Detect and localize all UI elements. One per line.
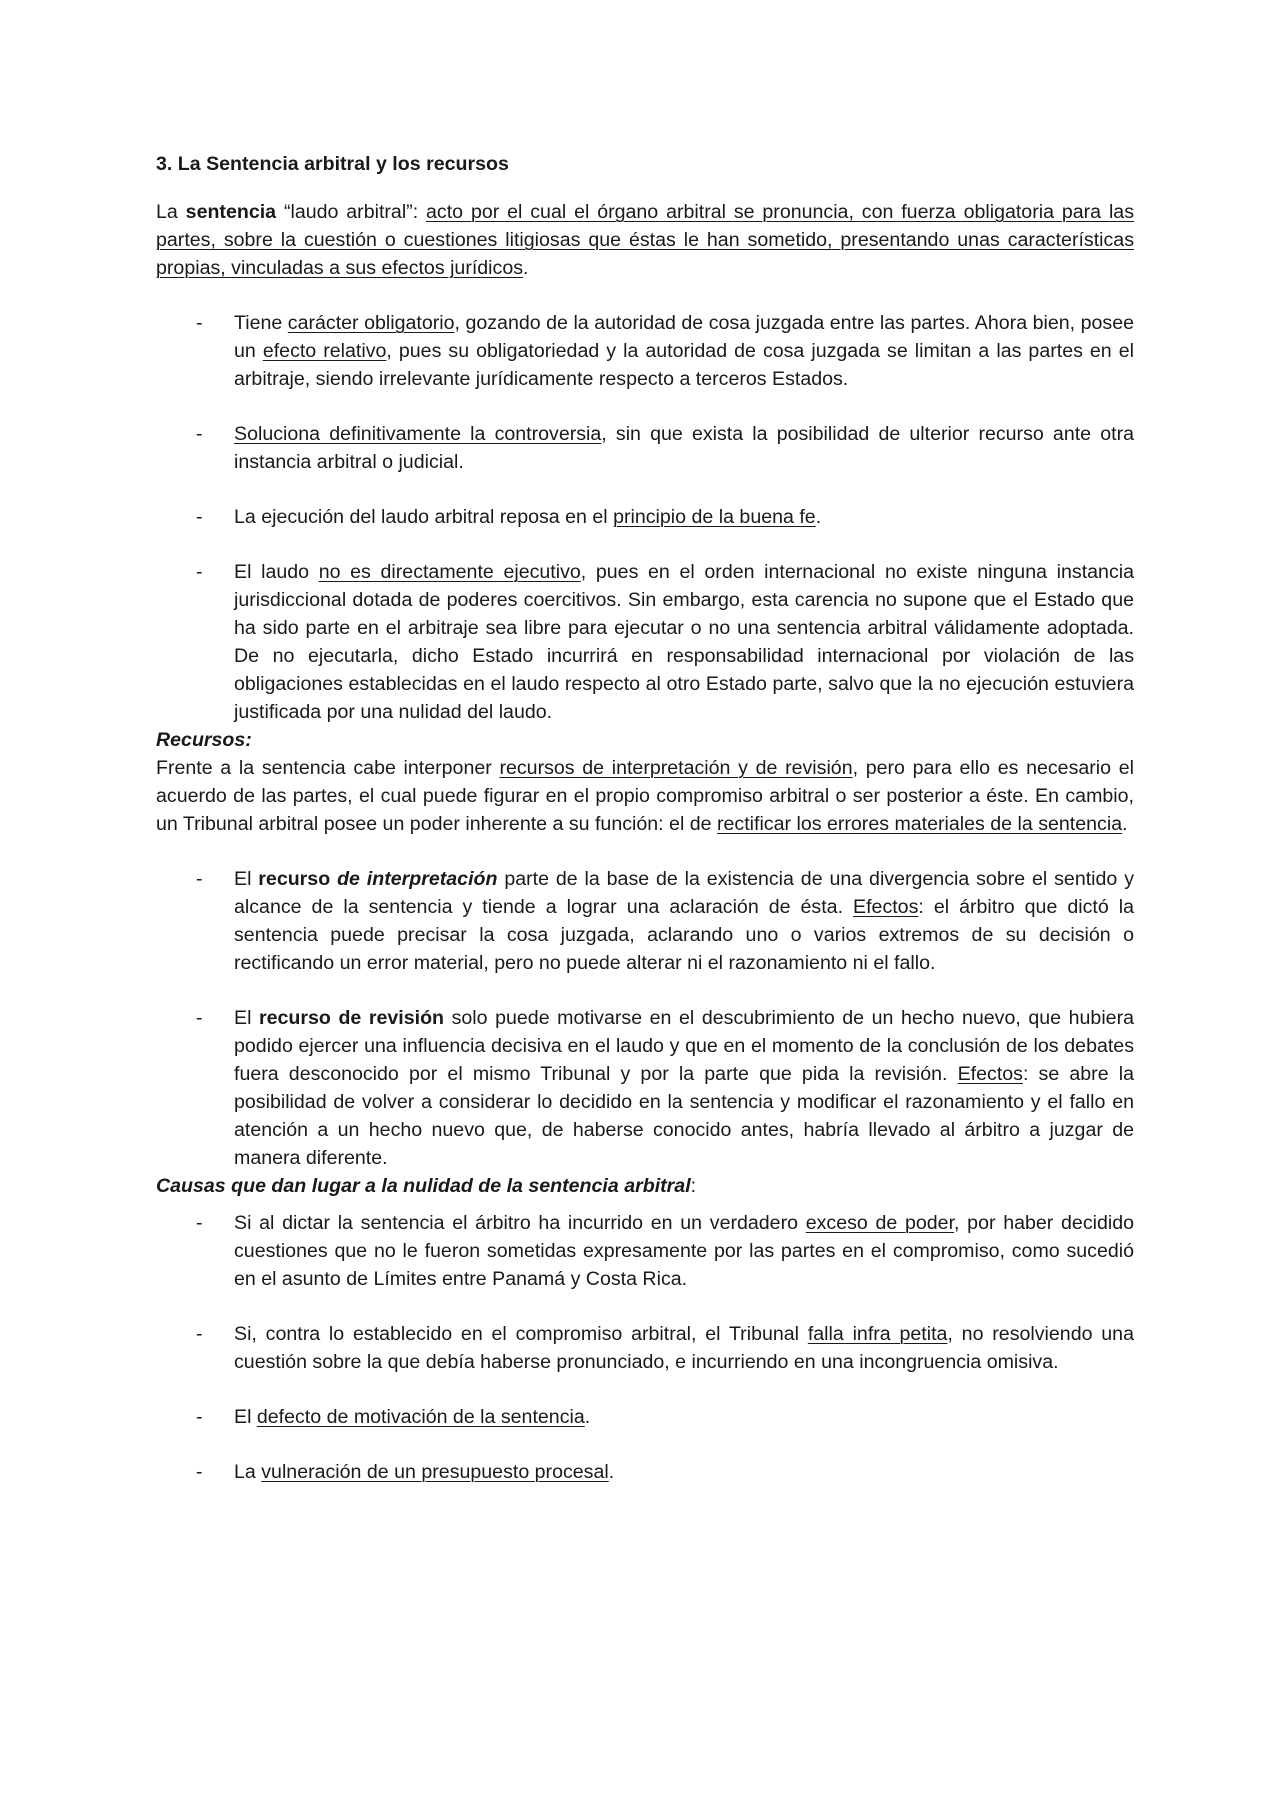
underlined-term: exceso de poder [805,1212,955,1234]
causas-list [156,1209,1134,1486]
list-item: - Si al dictar la sentencia el árbitro ha incurrido en un verdadero exceso de poder, por haber decidido cuestiones que no le fueron sometidas expresamente por las partes en el compromiso, como sucedió en el asunto de Límites entre Panamá y Costa Rica. [156,1209,1134,1293]
underlined-term: falla infra petita [807,1323,948,1345]
underlined-term: efecto relativo [262,340,387,362]
list-item: - El laudo no es directamente ejecutivo, pues en el orden internacional no existe ninguna instancia jurisdiccional dotada de poderes coercitivos. Sin embargo, esta carencia no supone que el Estado que ha sido parte en el arbitraje sea libre para ejecutar o no una sentencia arbitral válidamente adoptada. De no ejecutarla, dicho Estado incurrirá en responsabilidad internacional por violación de las obligaciones establecidas en el laudo respecto al otro Estado parte, salvo que la no ejecución estuviera justificada por una nulidad del laudo. [156,558,1134,726]
underlined-term: Efectos [853,896,919,918]
underlined-term: no es directamente ejecutivo [318,561,581,583]
document-page [156,150,1134,1486]
underlined-term: recursos de interpretación y de revisión [499,757,853,779]
recursos-intro: Frente a la sentencia cabe interponer recursos de interpretación y de revisión, pero para ello es necesario el acuerdo de las partes, el cual puede figurar en el propio compromiso arbitral o ser posterior a éste. En cambio, un Tribunal arbitral posee un poder inherente a su función: el de rectificar los errores materiales de la sentencia. [156,757,1134,835]
underlined-term: carácter obligatorio [287,312,455,334]
underlined-term: Soluciona definitivamente la controversia [234,423,602,445]
sentencia-definition [156,198,1134,282]
recursos-heading: Recursos: [156,729,252,751]
underlined-term: vulneración de un presupuesto procesal [261,1461,609,1483]
list-item: - El recurso de revisión solo puede motivarse en el descubrimiento de un hecho nuevo, que hubiera podido ejercer una influencia decisiva en el laudo y que en el momento de la conclusión de los debates fuera desconocido por el mismo Tribunal y por la parte que pida la revisión. Efectos: se abre la posibilidad de volver a considerar lo decidido en la sentencia y modificar el razonamiento y el fallo en atención a un hecho nuevo que, de haberse conocido antes, habría llevado al árbitro a juzgar de manera diferente. [156,1004,1134,1172]
text-run: “laudo arbitral”: [276,201,427,223]
list-item: - Soluciona definitivamente la controversia, sin que exista la posibilidad de ulterior recurso ante otra instancia arbitral o judicial. [156,420,1134,476]
text-run: La [156,201,186,223]
recursos-list [156,865,1134,1172]
list-item: - Tiene carácter obligatorio, gozando de la autoridad de cosa juzgada entre las partes. Ahora bien, posee un efecto relativo, pues su obligatoriedad y la autoridad de cosa juzgada se limitan a las partes en el arbitraje, siendo irrelevante jurídicamente respecto a terceros Estados. [156,309,1134,393]
text-run: . [523,257,529,279]
list-item: - La vulneración de un presupuesto procesal. [156,1458,1134,1486]
bold-term: recurso [258,868,338,890]
bold-term: recurso de revisión [259,1007,445,1029]
bold-term: sentencia [185,201,277,223]
underlined-term: principio de la buena fe [613,506,816,528]
underlined-term: Efectos [957,1063,1023,1085]
section-heading: 3. La Sentencia arbitral y los recursos [156,153,509,175]
list-item: - El defecto de motivación de la sentencia. [156,1403,1134,1431]
underlined-term: defecto de motivación de la sentencia [256,1406,585,1428]
causas-heading: Causas que dan lugar a la nulidad de la sentencia arbitral: [156,1175,697,1197]
list-item: - La ejecución del laudo arbitral reposa en el principio de la buena fe. [156,503,1134,531]
list-item: - Si, contra lo establecido en el compromiso arbitral, el Tribunal falla infra petita, no resolviendo una cuestión sobre la que debía haberse pronunciado, e incurriendo en una incongruencia omisiva. [156,1320,1134,1376]
underlined-definition: acto por el cual el órgano arbitral se pronuncia, con fuerza obligatoria para las partes, sobre la cuestión o cuestiones litigiosas que éstas le han sometido, presentando unas características propias, vinculadas a sus efectos jurídicos [156,201,1134,279]
underlined-term: rectificar los errores materiales de la sentencia [716,813,1123,835]
list-item: - El recurso de interpretación parte de la base de la existencia de una divergencia sobre el sentido y alcance de la sentencia y tiende a lograr una aclaración de ésta. Efectos: el árbitro que dictó la sentencia puede precisar la cosa juzgada, aclarando uno o varios extremos de su decisión o rectificando un error material, pero no puede alterar ni el razonamiento ni el fallo. [156,865,1134,977]
caracteristicas-list [156,309,1134,726]
bold-italic-term: de interpretación [337,868,498,890]
